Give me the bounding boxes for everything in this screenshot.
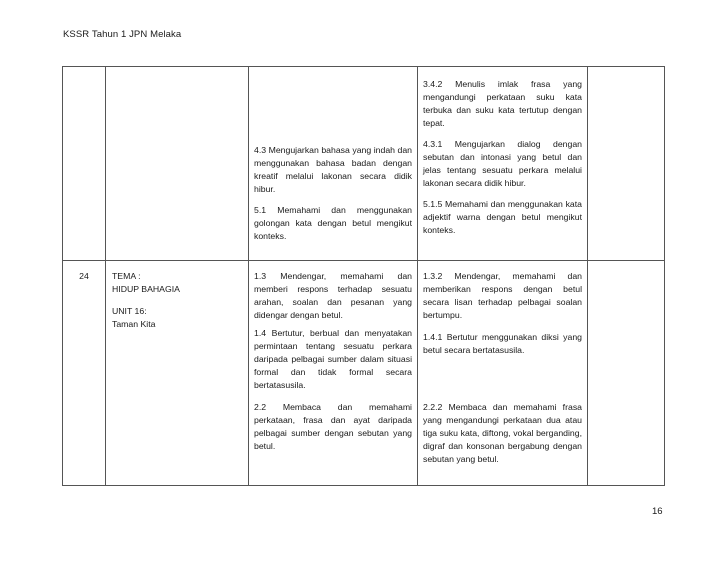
tema-label: TEMA : (112, 271, 141, 281)
tema-unit-cell (112, 270, 244, 331)
row2-sk-1: 1.3 Mendengar, memahami dan memberi respons terhadap sesuatu arahan, soalan dan pesanan yang didengar dengan betul. (254, 271, 412, 320)
column-divider (248, 67, 249, 485)
unit-value: Taman Kita (112, 319, 156, 329)
row1-sp-1: 3.4.2 Menulis imlak frasa yang mengandungi perkataan suku kata terbuka dan suku kata tertutup dengan tepat. (423, 79, 582, 128)
week-number: 24 (79, 271, 89, 281)
page-header: KSSR Tahun 1 JPN Melaka (63, 29, 182, 40)
unit-label: UNIT 16: (112, 306, 147, 316)
row1-sk-1: 4.3 Mengujarkan bahasa yang indah dan menggunakan bahasa badan dengan kreatif melalui lakonan secara didik hibur. (254, 145, 412, 194)
syllabus-table (62, 66, 665, 486)
row1-standard-pembelajaran (423, 78, 582, 237)
row1-sp-3: 5.1.5 Memahami dan menggunakan kata adjektif warna dengan betul mengikut konteks. (423, 199, 582, 235)
column-divider (587, 67, 588, 485)
row2-sk-2: 1.4 Bertutur, berbual dan menyatakan permintaan tentang sesuatu perkara daripada pelbagai sumber dalam situasi formal dan tidak formal secara bertatasusila. (254, 328, 412, 390)
row2-sp-1: 1.3.2 Mendengar, memahami dan memberikan respons dengan betul secara lisan terhadap pelbagai soalan bertumpu. (423, 271, 582, 320)
row1-sk-2: 5.1 Memahami dan menggunakan golongan kata dengan betul mengikut konteks. (254, 205, 412, 241)
tema-value: HIDUP BAHAGIA (112, 284, 180, 294)
row2-sp-3: 2.2.2 Membaca dan memahami frasa yang mengandungi perkataan dua atau tiga suku kata, diftong, vokal berganding, digraf dan konsonan bergabung dengan sebutan yang betul. (423, 402, 582, 464)
row2-standard-pembelajaran (423, 270, 582, 466)
row2-sk-3: 2.2 Membaca dan memahami perkataan, frasa dan ayat daripada pelbagai sumber dengan sebutan yang betul. (254, 402, 412, 451)
column-divider (417, 67, 418, 485)
row1-standard-kandungan (254, 144, 412, 243)
page-number: 16 (652, 506, 663, 517)
row2-standard-kandungan (254, 270, 412, 453)
column-divider (105, 67, 106, 485)
row-divider (63, 260, 664, 261)
row2-sp-2: 1.4.1 Bertutur menggunakan diksi yang betul secara bertatasusila. (423, 332, 582, 355)
row1-sp-2: 4.3.1 Mengujarkan dialog dengan sebutan dan intonasi yang betul dan jelas tentang sesuatu perkara melalui lakonan secara didik hibur. (423, 139, 582, 188)
